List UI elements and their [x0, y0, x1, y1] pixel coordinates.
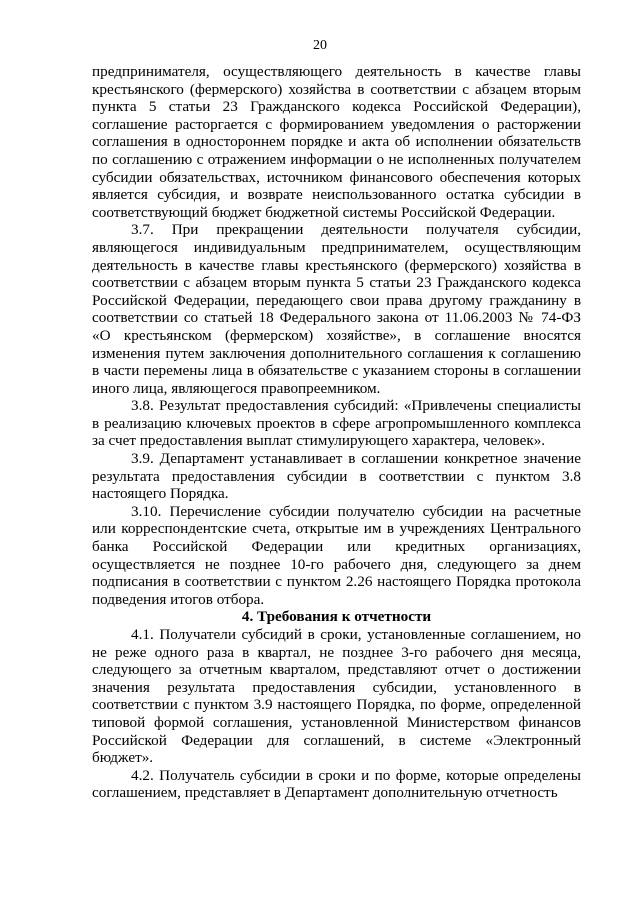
- paragraph-4-1: 4.1. Получатели субсидий в сроки, установленные соглашением, но не реже одного раза в квартал, не позднее 3-го рабочего дня месяца, следующего за отчетным кварталом, представляют отчет о достижении значения результата предоставления субсидии, установленного в соответствии с пунктом 3.9 настоящего Порядка, по форме, определенной типовой формой соглашения, установленной Министерством финансов Российской Федерации для соглашений, в системе «Электронный бюджет».: [92, 626, 581, 767]
- paragraph-3-8: 3.8. Результат предоставления субсидий: «Привлечены специалисты в реализацию ключевых проектов в сфере агропромышленного комплекса за счет предоставления выплат стимулирующего характера, человек».: [92, 397, 581, 450]
- paragraph-3-9: 3.9. Департамент устанавливает в соглашении конкретное значение результата предоставления субсидии в соответствии с пунктом 3.8 настоящего Порядка.: [92, 450, 581, 503]
- paragraph-3-10: 3.10. Перечисление субсидии получателю субсидии на расчетные или корреспондентские счета, открытые им в учреждениях Центрального банка Российской Федерации или кредитных организациях, осуществляется не позднее 10-го рабочего дня, следующего за днем подписания в соответствии с пунктом 2.26 настоящего Порядка протокола подведения итогов отбора.: [92, 502, 581, 608]
- section-4-heading: 4. Требования к отчетности: [241, 608, 432, 626]
- page-number: 20: [313, 38, 327, 53]
- document-body: [92, 63, 581, 802]
- paragraph-4-2: 4.2. Получатель субсидии в сроки и по форме, которые определены соглашением, представляет в Департамент дополнительную отчетность: [92, 766, 581, 802]
- paragraph-3-7: 3.7. При прекращении деятельности получателя субсидии, являющегося индивидуальным предпринимателем, осуществляющим деятельность в качестве главы крестьянского (фермерского) хозяйства в соответствии с абзацем вторым пункта 5 статьи 23 Гражданского кодекса Российской Федерации, передающего свои права другому гражданину в соответствии со статьей 18 Федерального закона от 11.06.2003 № 74-ФЗ «О крестьянском (фермерском) хозяйстве», в соглашение вносятся изменения путем заключения дополнительного соглашения к соглашению в части перемены лица в обязательстве с указанием стороны в соглашении иного лица, являющегося правопреемником.: [92, 221, 581, 397]
- paragraph-continuation: предпринимателя, осуществляющего деятельность в качестве главы крестьянского (фермерского) хозяйства в соответствии с абзацем вторым пункта 5 статьи 23 Гражданского кодекса Российской Федерации), соглашение расторгается с формированием уведомления о расторжении соглашения в одностороннем порядке и акта об исполнении обязательств по соглашению с отражением информации о не исполненных получателем субсидии обязательствах, источником финансового обеспечения которых является субсидия, и возврате неиспользованного остатка субсидии в соответствующий бюджет бюджетной системы Российской Федерации.: [92, 63, 581, 221]
